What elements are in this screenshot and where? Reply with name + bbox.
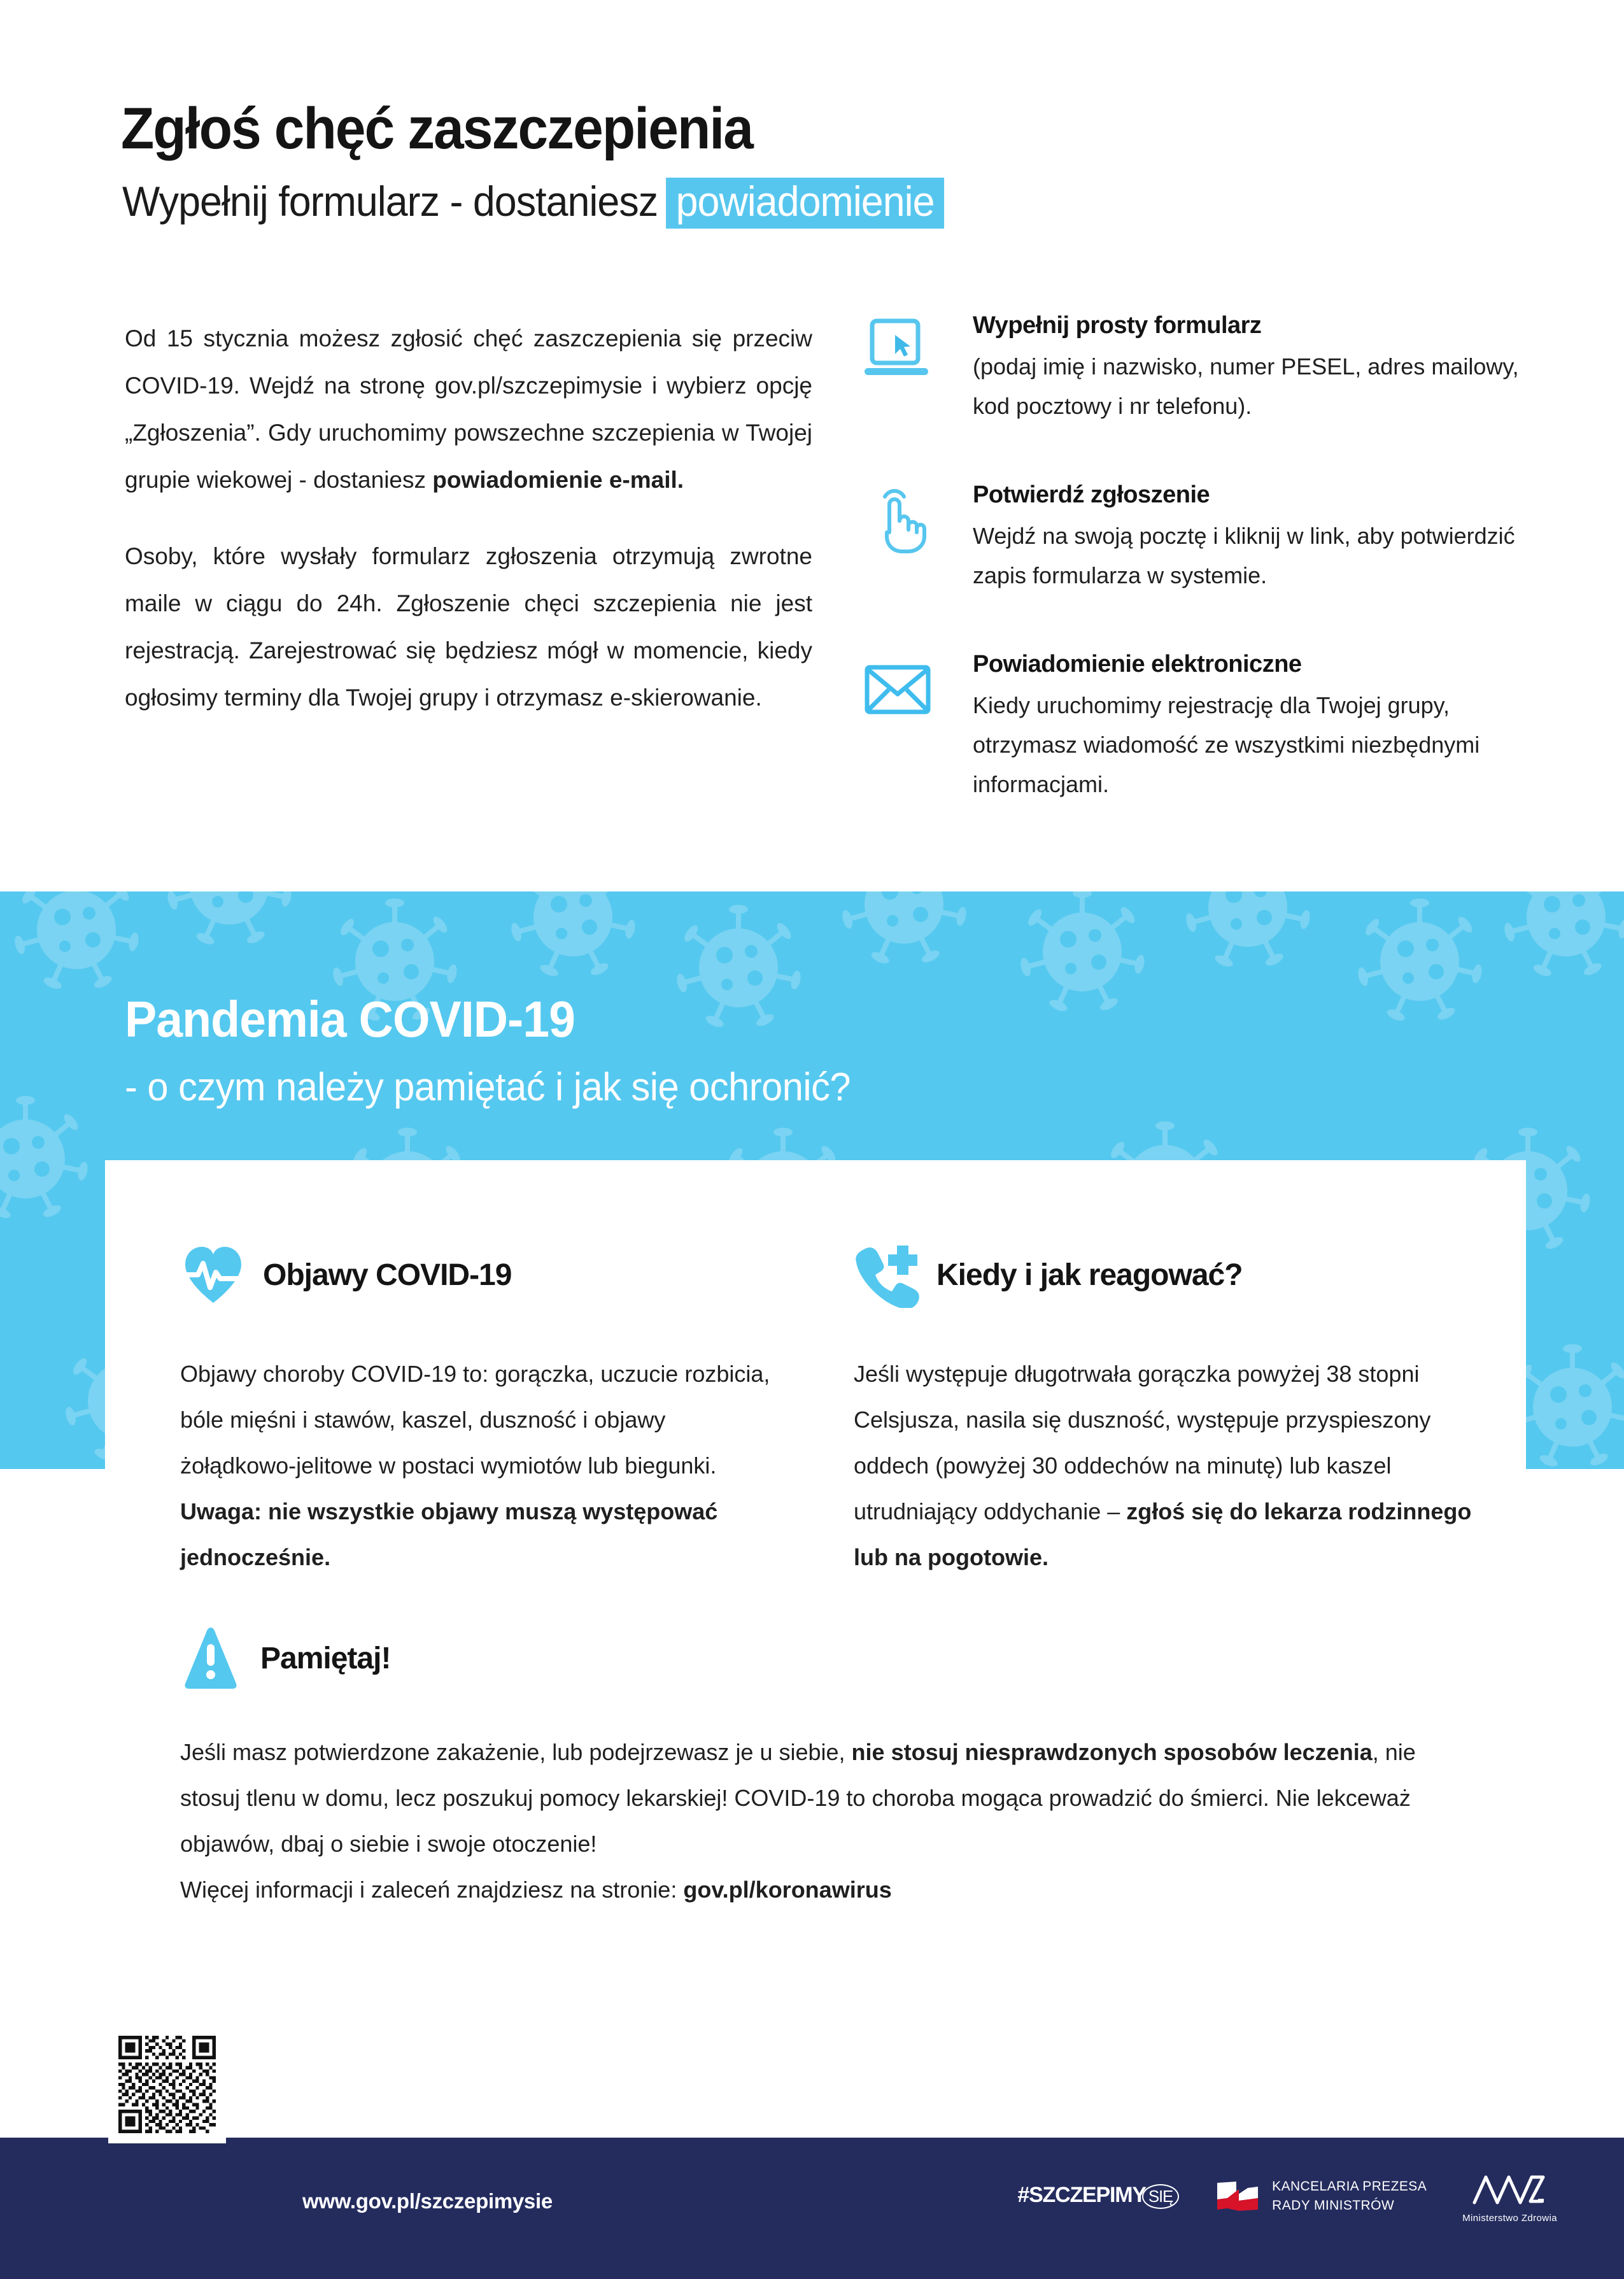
polish-flag-icon bbox=[1215, 2179, 1260, 2213]
symptoms-text-plain: Objawy choroby COVID-19 to: gorączka, uczucie rozbicia, bóle mięśni i stawów, kaszel, duszność i objawy żołądkowo-jelitowe w postaci wymiotów lub biegunki. bbox=[180, 1361, 770, 1479]
laptop-cursor-icon bbox=[859, 316, 936, 386]
remember-header bbox=[180, 1625, 1451, 1691]
page-subtitle-text: Wypełnij formularz - dostaniesz bbox=[122, 178, 658, 225]
top-section bbox=[0, 0, 1624, 891]
pandemic-subheading: - o czym należy pamiętać i jak się ochronić? bbox=[125, 1065, 851, 1109]
react-text-plain: Jeśli występuje długotrwała gorączka powyżej 38 stopni Celsjusza, nasila się duszność, występuje przyspieszony oddech (powyżej 30 oddechów na minutę) lub kaszel utrudniający oddychanie – bbox=[854, 1361, 1431, 1524]
intro-paragraph-2: Osoby, które wysłały formularz zgłoszenia otrzymują zwrotne maile w ciągu do 24h. Zgłoszenie chęci szczepienia nie jest rejestracją. Zarejestrować się będziesz mógł w momencie, kiedy ogłosimy terminy dla Twojej grupy i otrzymasz e-skierowanie. bbox=[125, 543, 812, 711]
step-title-form: Wypełnij prosty formularz bbox=[973, 312, 1262, 339]
remember-text-part1: Jeśli masz potwierdzone zakażenie, lub podejrzewasz je u siebie, bbox=[180, 1739, 852, 1765]
intro-text-column bbox=[125, 315, 812, 751]
intro-paragraph-1 bbox=[125, 315, 812, 504]
step-body-confirm bbox=[973, 481, 1534, 595]
react-text bbox=[854, 1351, 1481, 1580]
intro-paragraph-1-bold: powiadomienie e-mail. bbox=[432, 467, 684, 493]
react-title: Kiedy i jak reagować? bbox=[936, 1258, 1243, 1292]
symptoms-header bbox=[180, 1242, 777, 1308]
page-title: Zgłoś chęć zaszczepienia bbox=[121, 96, 752, 161]
tap-hand-icon bbox=[859, 485, 936, 555]
footer-url[interactable]: www.gov.pl/szczepimysie bbox=[302, 2189, 553, 2213]
kprm-line-1: KANCELARIA PREZESA bbox=[1272, 2178, 1427, 2194]
heart-pulse-icon bbox=[180, 1242, 246, 1308]
step-text-form: (podaj imię i nazwisko, numer PESEL, adres mailowy, kod pocztowy i nr telefonu). bbox=[973, 353, 1519, 419]
step-item-form bbox=[859, 312, 1534, 465]
qr-code-icon[interactable] bbox=[108, 2026, 226, 2143]
remember-title: Pamiętaj! bbox=[260, 1641, 391, 1675]
kprm-logo bbox=[1215, 2177, 1427, 2215]
step-body-notification bbox=[973, 651, 1534, 804]
kprm-line-2: RADY MINISTRÓW bbox=[1272, 2197, 1395, 2213]
footer-logos bbox=[1017, 2168, 1557, 2224]
remember-text bbox=[180, 1729, 1451, 1867]
remember-text-part2: , nie stosuj tlenu w domu, lecz poszukuj pomocy lekarskiej! COVID-19 to choroba mogąca prowadzić do śmierci. Nie lekceważ objawów, dbaj o siebie i swoje otoczenie! bbox=[180, 1739, 1416, 1857]
ministry-health-logo bbox=[1462, 2168, 1557, 2224]
page-subtitle-highlight: powiadomienie bbox=[666, 178, 943, 229]
symptoms-text-bold: Uwaga: nie wszystkie objawy muszą występować jednocześnie. bbox=[180, 1498, 718, 1570]
react-text-bold: zgłoś się do lekarza rodzinnego lub na pogotowie. bbox=[854, 1498, 1472, 1570]
step-title-notification: Powiadomienie elektroniczne bbox=[973, 651, 1302, 678]
hashtag-circle-text: SIĘ bbox=[1142, 2184, 1179, 2209]
step-item-notification bbox=[859, 651, 1534, 804]
info-panel bbox=[105, 1160, 1526, 2090]
pandemic-heading: Pandemia COVID-19 bbox=[125, 991, 575, 1047]
mz-label: Ministerstwo Zdrowia bbox=[1462, 2213, 1557, 2224]
react-header bbox=[854, 1242, 1481, 1308]
hashtag-main-text: #SZCZEPIMY bbox=[1017, 2183, 1146, 2207]
more-info-plain: Więcej informacji i zaleceń znajdziesz na stronie: bbox=[180, 1877, 684, 1903]
more-info-line bbox=[180, 1867, 1451, 1913]
intro-paragraph-1-text: Od 15 stycznia możesz zgłosić chęć zaszczepienia się przeciw COVID-19. Wejdź na stronę gov.pl/szczepimysie i wybierz opcję „Zgłoszenia”. Gdy uruchomimy powszechne szczepienia w Twojej grupie wiekowej - dostaniesz bbox=[125, 325, 812, 493]
step-title-confirm: Potwierdź zgłoszenie bbox=[973, 481, 1210, 508]
info-two-columns bbox=[105, 1160, 1526, 1580]
react-column bbox=[816, 1242, 1526, 1580]
remember-section bbox=[105, 1580, 1526, 1913]
more-info-url: gov.pl/koronawirus bbox=[683, 1877, 892, 1903]
symptoms-column bbox=[105, 1242, 816, 1580]
remember-text-bold1: nie stosuj niesprawdzonych sposobów leczenia bbox=[851, 1739, 1373, 1765]
kprm-text bbox=[1272, 2177, 1427, 2215]
page-subtitle bbox=[122, 177, 944, 229]
step-item-confirm bbox=[859, 481, 1534, 634]
warning-triangle-icon bbox=[180, 1625, 241, 1691]
envelope-icon bbox=[859, 655, 936, 725]
szczepimysie-logo bbox=[1017, 2183, 1179, 2209]
mz-zigzag-icon bbox=[1472, 2171, 1548, 2210]
phone-medical-icon bbox=[854, 1242, 920, 1308]
steps-column bbox=[859, 312, 1534, 821]
step-text-confirm: Wejdź na swoją pocztę i kliknij w link, aby potwierdzić zapis formularza w systemie. bbox=[973, 523, 1515, 588]
step-text-notification: Kiedy uruchomimy rejestrację dla Twojej grupy, otrzymasz wiadomość ze wszystkimi niezbędnymi informacjami. bbox=[973, 692, 1480, 797]
symptoms-title: Objawy COVID-19 bbox=[263, 1258, 512, 1292]
symptoms-text bbox=[180, 1351, 777, 1580]
step-body-form bbox=[973, 312, 1534, 426]
